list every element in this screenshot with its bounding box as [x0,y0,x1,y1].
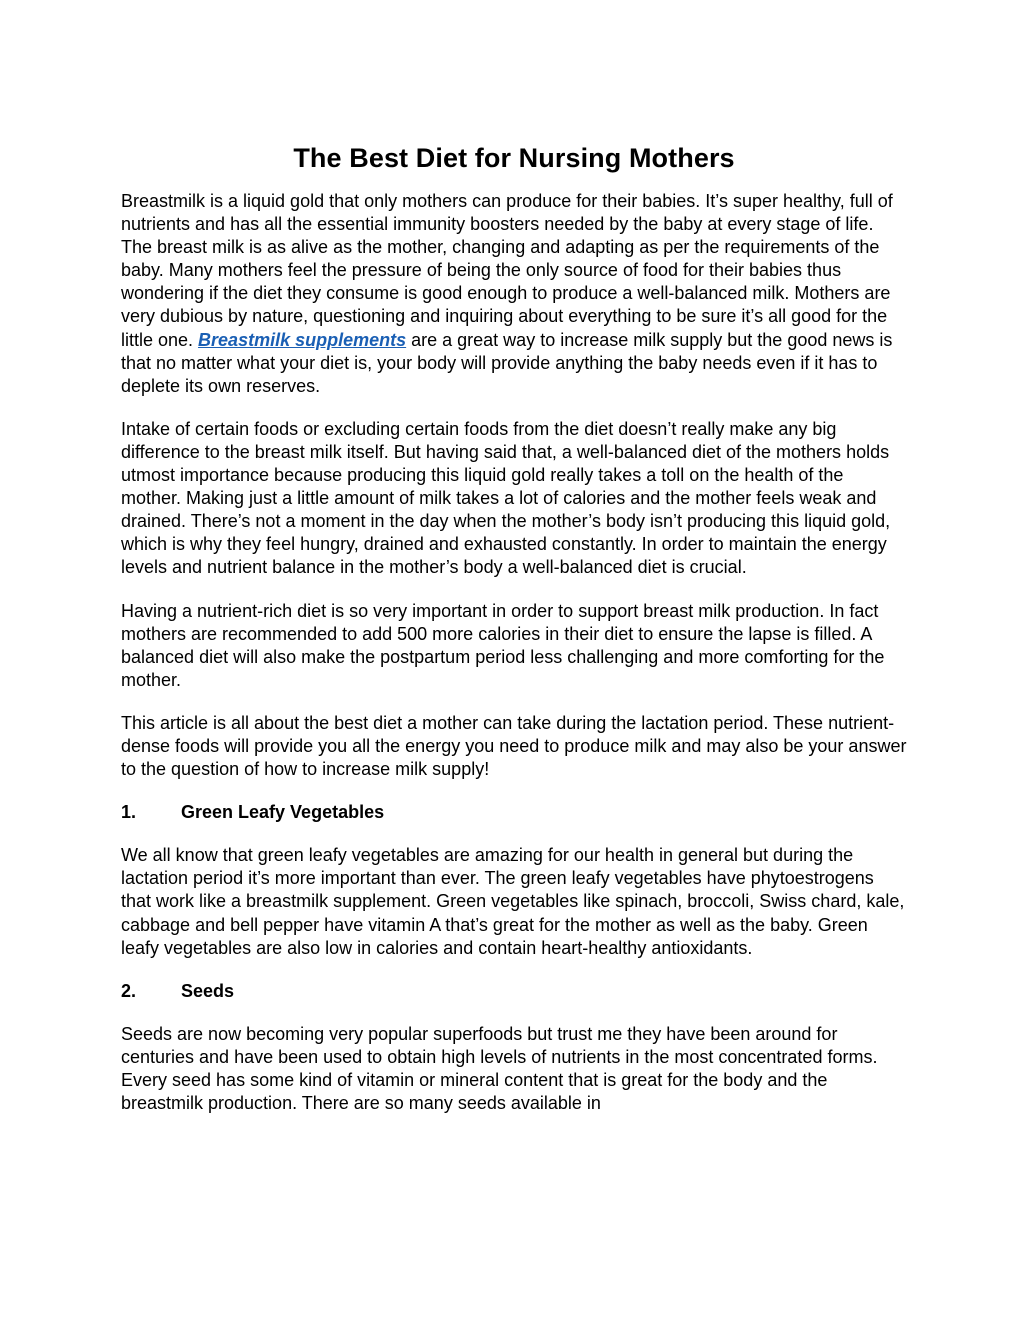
body-paragraph: This article is all about the best diet a mother can take during the lactation period. These nutrient-dense foods will provide you all the energy you need to produce milk and may also be your answer to the question of how to increase milk supply! [121,712,907,780]
breastmilk-supplements-link[interactable]: Breastmilk supplements [198,329,407,350]
section-paragraph: We all know that green leafy vegetables are amazing for our health in general but during the lactation period it’s more important than ever. The green leafy vegetables have phytoestrogens that work like a breastmilk supplement. Green vegetables like spinach, broccoli, Swiss chard, kale, cabbage and bell pepper have vitamin A that’s great for the mother as well as the baby. Green leafy vegetables are also low in calories and contain heart-healthy antioxidants. [121,845,905,958]
intro-text-after-link: are a great way to increase milk supply but the good news is that no matter what your diet is, your body will provide anything the baby needs even if it has to deplete its own reserves. [121,329,893,396]
section-heading-text: Seeds [181,980,235,1001]
section-paragraph: Seeds are now becoming very popular superfoods but trust me they have been around for centuries and have been used to obtain high levels of nutrients in the most concentrated forms. Every seed has some kind of vitamin or mineral content that is great for the body and the breastmilk production. There are so many seeds available in [121,1023,878,1114]
intro-text-before-link: Breastmilk is a liquid gold that only mothers can produce for their babies. It’s super healthy, full of nutrients and has all the essential immunity boosters needed by the baby at every stage of life. The breast milk is as alive as the mother, changing and adapting as per the requirements of the baby. Many mothers feel the pressure of being the only source of food for their babies thus wondering if the diet they consume is good enough to produce a well-balanced milk. Mothers are very dubious by nature, questioning and inquiring about everything to be sure it’s all good for the little one. [121,191,893,350]
section-heading-green-leafy-vegetables [121,801,907,824]
page-title: The Best Diet for Nursing Mothers [293,143,735,173]
section-heading-text: Green Leafy Vegetables [181,802,385,823]
section-heading-seeds [121,980,907,1003]
section-number: 1. [121,802,137,823]
article-body [121,138,907,1135]
body-paragraph: Having a nutrient-rich diet is so very important in order to support breast milk production. In fact mothers are recommended to add 500 more calories in their diet to ensure the lapse is filled. A balanced diet will also make the postpartum period less challenging and more comforting for the mother. [121,600,885,690]
body-paragraph: Intake of certain foods or excluding certain foods from the diet doesn’t really make any big difference to the breast milk itself. But having said that, a well-balanced diet of the mothers holds utmost importance because producing this liquid gold really takes a toll on the health of the mother. Making just a little amount of milk takes a lot of calories and the mother feels weak and drained. There’s not a moment in the day when the mother’s body isn’t producing this liquid gold, which is why they feel hungry, drained and exhausted constantly. In order to maintain the energy levels and nutrient balance in the mother’s body a well-balanced diet is crucial. [121,418,891,578]
section-number: 2. [121,980,137,1001]
intro-paragraph [121,190,907,398]
